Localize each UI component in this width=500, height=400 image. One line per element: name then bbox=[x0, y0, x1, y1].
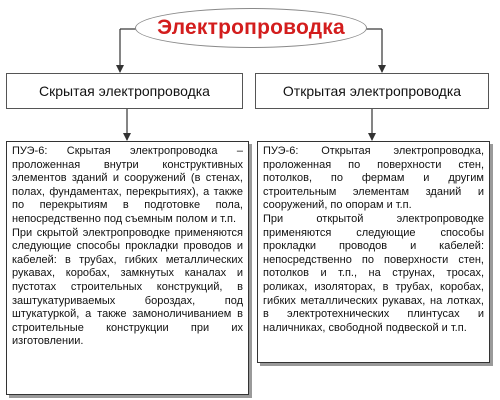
open-wiring-methods: При открытой электропроводке применяются следующие способы прокладки проводов и кабелей: непосредственно по поверхности стен, потолков и т.п., на струнах, тросах, роликах, изоляторах, в трубах, коробах, гибких металлических рукавах, на лотках, в электротехнических плинтусах и наличниках, свободной подвеской и т.п. bbox=[263, 212, 484, 334]
hidden-wiring-description bbox=[6, 141, 249, 395]
title-oval bbox=[135, 8, 367, 48]
diagram-title: Электропроводка bbox=[157, 16, 345, 39]
hidden-wiring-heading: Скрытая электропроводка bbox=[39, 83, 210, 99]
hidden-wiring-methods: При скрытой электропроводке применяются следующие способы прокладки проводов и кабелей: в трубах, гибких металлических рукавах, коробах, замкнутых каналах и пустотах строительных конструкций, в заштукатуриваемых бороздах, под штукатуркой, а также замоноличиванием в строительные конструкции при их изготовлении. bbox=[12, 226, 243, 348]
open-wiring-header bbox=[255, 73, 489, 109]
open-wiring-heading: Открытая электропроводка bbox=[282, 83, 462, 99]
hidden-wiring-definition: ПУЭ-6: Скрытая электропроводка – проложенная внутри конструктивных элементов зданий и сооружений (в стенах, полах, фундаментах, перекрытиях), а также по перекрытиям в подготовке пола, непосредственно под съемным полом и т.п. bbox=[12, 145, 243, 225]
open-wiring-definition: ПУЭ-6: Открытая электропроводка, проложенная по поверхности стен, потолков, по фермам и другим строительным элементам зданий и сооружений, по опорам и т.п. bbox=[263, 145, 484, 212]
hidden-wiring-header bbox=[6, 73, 243, 109]
open-wiring-description bbox=[257, 141, 490, 363]
